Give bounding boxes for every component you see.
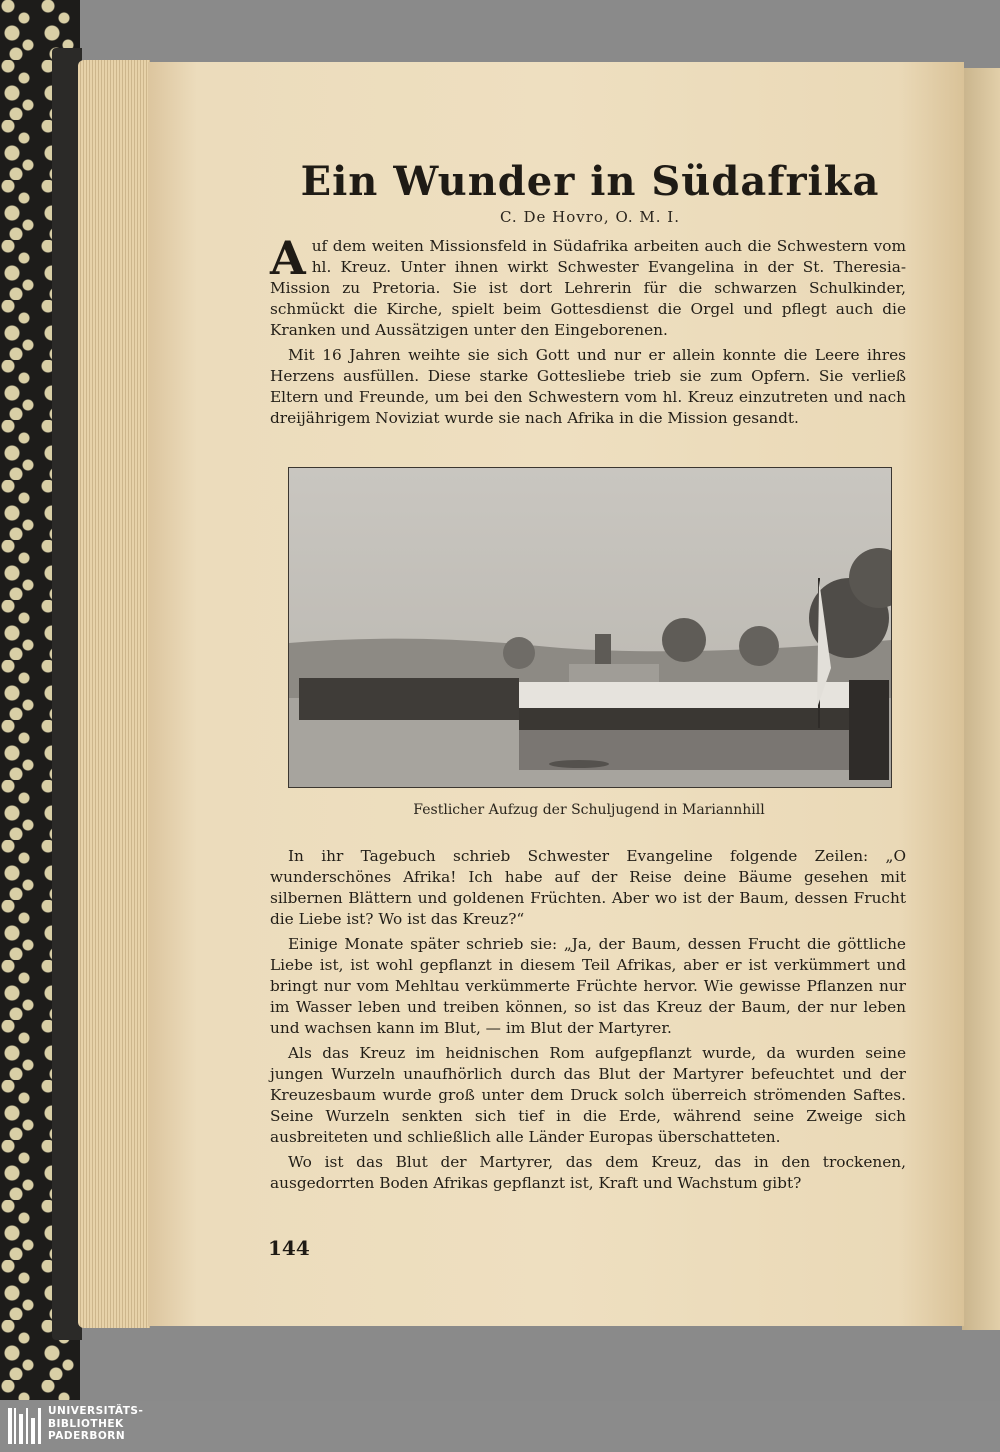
next-page-edge [962,68,1000,1330]
article-author: C. De Hovro, O. M. I. [499,208,681,226]
library-footer-bar [0,1401,1000,1452]
drop-cap: A [270,231,306,285]
library-name-line-3: PADERBORN [48,1430,126,1442]
library-name-line-1: UNIVERSITÄTS- [48,1405,144,1417]
article-title: Ein Wunder in Südafrika [300,158,880,205]
body-paragraph-4: Wo ist das Blut der Martyrer, das dem Kreuz, das in den trockenen, ausgedorrten Boden Afrikas gepflanzt ist, Kraft und Wachstum gibt? [270,1153,906,1192]
intro-text [270,231,906,433]
body-paragraph-1: In ihr Tagebuch schrieb Schwester Evangeline folgende Zeilen: „O wunderschönes Afrika! Ich habe auf der Reise deine Bäume gesehen mit silbernen Blättern und goldenen Früchten. Aber wo ist der Baum, dessen Frucht die Liebe ist? Wo ist das Kreuz?“ [270,847,906,928]
body-paragraph-3: Als das Kreuz im heidnischen Rom aufgepflanzt wurde, da wurden seine jungen Wurzeln unaufhörlich durch das Blut der Martyrer befeuchtet und der Kreuzesbaum wurde groß unter dem Druck solch überreich strömenden Saftes. Seine Wurzeln senkten sich tief in die Erde, während seine Zweige sich ausbreiteten und schließlich alle Länder Europas überschatteten. [270,1044,906,1146]
library-name-line-2: BIBLIOTHEK [48,1417,124,1430]
page-edges [78,60,150,1328]
library-name [48,1405,143,1443]
body-paragraph-2: Einige Monate später schrieb sie: „Ja, der Baum, dessen Frucht die göttliche Liebe ist, ist wohl gepflanzt in diesem Teil Afrikas, aber er ist verkümmert und bringt nur vom Mehltau verkümmerte Früchte hervor. Wie gewisse Pflanzen nur im Wasser leben und treiben können, so ist das Kreuz der Baum, der nur leben und wachsen kann im Blut, — im Blut der Martyrer. [270,935,906,1037]
intro-paragraph-1-text: uf dem weiten Missionsfeld in Südafrika arbeiten auch die Schwestern vom hl. Kreuz. Unter ihnen wirkt Schwester Evangelina in der St. Theresia-Mission zu Pretoria. Sie ist dort Lehrerin für die schwarzen Schulkinder, schmückt die Kirche, spielt beim Gottesdienst die Orgel und pflegt auch die Kranken und Aussätzigen unter den Eingeborenen. [270,237,906,339]
body-text [270,846,906,1198]
procession-photo [288,467,892,788]
page-number: 144 [268,1236,310,1260]
library-logo-icon [6,1404,44,1448]
photo-caption: Festlicher Aufzug der Schuljugend in Mariannhill [413,802,765,818]
intro-paragraph-2: Mit 16 Jahren weihte sie sich Gott und nur er allein konnte die Leere ihres Herzens ausfüllen. Diese starke Gottesliebe trieb sie zum Opfern. Sie verließ Eltern und Freunde, um bei den Schwestern vom hl. Kreuz einzutreten und nach dreijährigem Noviziat wurde sie nach Afrika in die Mission gesandt. [270,346,906,427]
intro-paragraph-1 [270,231,906,341]
